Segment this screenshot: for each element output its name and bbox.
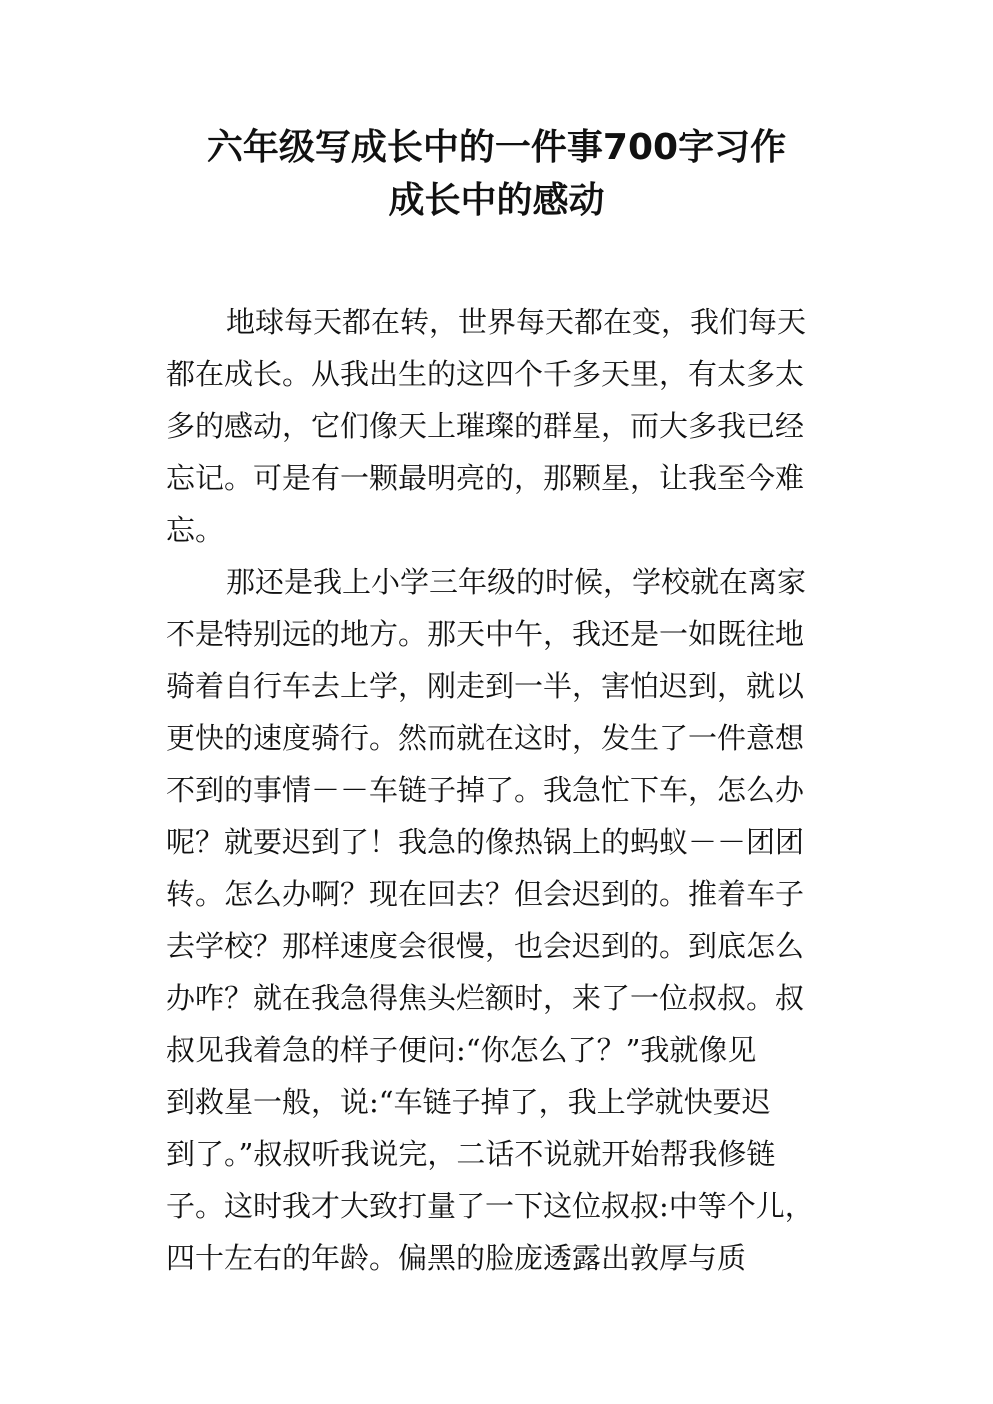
paragraph-2-line-11: 到救星一般，说:“车链子掉了，我上学就快要迟 xyxy=(166,1085,771,1119)
paragraph-2-line-6: 呢？就要迟到了！我急的像热锅上的蚂蚁－－团团 xyxy=(166,825,805,859)
paragraph-2-line-13: 子。这时我才大致打量了一下这位叔叔:中等个儿， xyxy=(166,1189,814,1223)
paragraph-2-line-9: 办咋？就在我急得焦头烂额时，来了一位叔叔。叔 xyxy=(166,981,805,1015)
paragraph-2-line-7: 转。怎么办啊？现在回去？但会迟到的。推着车子 xyxy=(166,877,805,911)
paragraph-1-line-5: 忘。 xyxy=(166,513,225,547)
paragraph-2-line-3: 骑着自行车去上学，刚走到一半，害怕迟到，就以 xyxy=(166,669,805,703)
paragraph-2-line-10: 叔见我着急的样子便问:“你怎么了？”我就像见 xyxy=(166,1033,757,1067)
paragraph-1-line-2: 都在成长。从我出生的这四个千多天里，有太多太 xyxy=(166,357,805,391)
document-title-line-2: 成长中的感动 xyxy=(388,180,605,221)
paragraph-2-line-14: 四十左右的年龄。偏黑的脸庞透露出敦厚与质 xyxy=(166,1241,747,1275)
paragraph-1-line-3: 多的感动，它们像天上璀璨的群星，而大多我已经 xyxy=(166,409,805,443)
paragraph-2-line-8: 去学校？那样速度会很慢，也会迟到的。到底怎么 xyxy=(166,929,805,963)
paragraph-2-line-1: 那还是我上小学三年级的时候，学校就在离家 xyxy=(226,565,807,599)
paragraph-2-line-5: 不到的事情－－车链子掉了。我急忙下车，怎么办 xyxy=(166,773,805,807)
paragraph-1-line-4: 忘记。可是有一颗最明亮的，那颗星，让我至今难 xyxy=(166,461,805,495)
paragraph-2-line-4: 更快的速度骑行。然而就在这时，发生了一件意想 xyxy=(166,721,805,755)
paragraph-2-line-12: 到了。”叔叔听我说完，二话不说就开始帮我修链 xyxy=(166,1137,776,1171)
paragraph-1-line-1: 地球每天都在转，世界每天都在变，我们每天 xyxy=(226,305,807,339)
paragraph-2-line-2: 不是特别远的地方。那天中午，我还是一如既往地 xyxy=(166,617,805,651)
document-title-line-1: 六年级写成长中的一件事700字习作 xyxy=(206,127,787,168)
